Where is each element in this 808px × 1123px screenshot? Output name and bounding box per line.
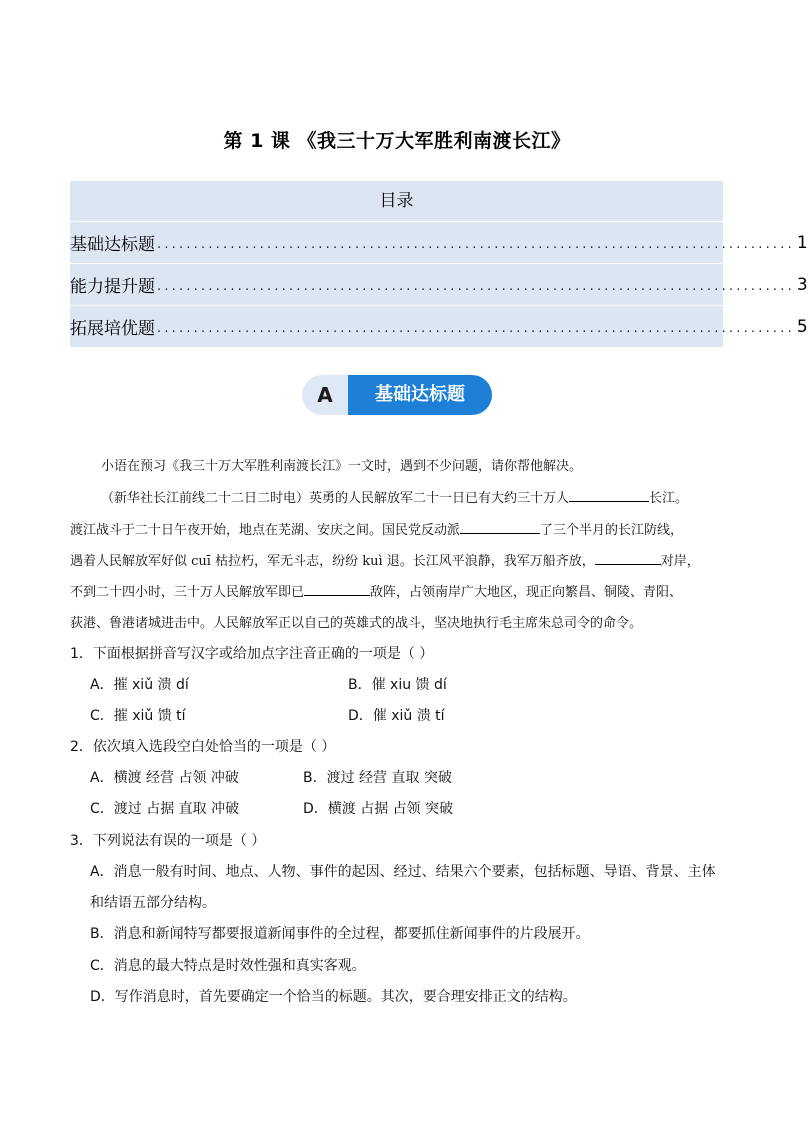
option-b[interactable]: B．渡过 经营 直取 突破 [303, 770, 452, 786]
passage-text: 不到二十四小时，三十万人民解放军即已 [70, 585, 305, 600]
toc-item-label: 拓展培优题 [70, 319, 155, 339]
passage-text: 长江。 [649, 491, 689, 506]
question-stem: 3．下列说法有误的一项是（ ） [70, 833, 266, 849]
table-of-contents [70, 181, 808, 347]
option-c[interactable]: C．摧 xiǔ 馈 tí [90, 708, 186, 724]
option-a[interactable]: A．摧 xiǔ 溃 dí [90, 677, 189, 693]
passage-line [70, 550, 723, 569]
toc-leader-dots: ....................................................................................... [157, 279, 795, 294]
section-badge [302, 375, 492, 415]
passage-line: 荻港、鲁港诸城进击中。人民解放军正以自己的英雄式的战斗，坚决地执行毛主席朱总司令的命令。 [70, 616, 643, 631]
toc-item-page: 1 [796, 232, 808, 253]
page-title: 第 1 课 《我三十万大军胜利南渡长江》 [223, 130, 571, 152]
blank [304, 583, 370, 596]
toc-item-page: 5 [796, 316, 808, 337]
passage-line [101, 487, 754, 506]
option-b[interactable]: B．消息和新闻特写都要报道新闻事件的全过程，都要抓住新闻事件的片段展开。 [90, 926, 590, 942]
section-letter: A [302, 375, 348, 415]
option-a[interactable]: A．消息一般有时间、地点、人物、事件的起因、经过、结果六个要素，包括标题、导语、背景、主体 [90, 864, 716, 880]
toc-leader-dots: ....................................................................................... [157, 237, 795, 252]
toc-item-label: 能力提升题 [70, 277, 155, 297]
option-d[interactable]: D．横渡 占据 占领 突破 [303, 801, 454, 817]
passage-text: 敌阵，占领南岸广大地区，现正向繁昌、铜陵、青阳、 [370, 585, 683, 600]
section-label: 基础达标题 [348, 375, 492, 415]
option-d[interactable]: D．催 xiǔ 溃 tí [348, 708, 445, 724]
passage-intro: 小语在预习《我三十万大军胜利南渡长江》一文时，遇到不少问题，请你帮他解决。 [101, 459, 583, 474]
passage-line [70, 519, 723, 538]
question-stem: 1．下面根据拼音写汉字或给加点字注音正确的一项是（ ） [70, 646, 434, 662]
blank [569, 489, 649, 502]
toc-leader-dots: ....................................................................................... [157, 321, 795, 336]
toc-item[interactable] [70, 264, 808, 305]
blank [595, 552, 661, 565]
blank [460, 521, 540, 534]
toc-item[interactable] [70, 222, 808, 263]
passage-line [70, 581, 723, 600]
passage-text: 对岸， [660, 554, 700, 569]
toc-item-page: 3 [796, 274, 808, 295]
toc-heading: 目录 [70, 181, 723, 221]
passage-text: 遇着人民解放军好似 cuī 枯拉朽，军无斗志，纷纷 kuì 退。长江风平浪静，我军万船齐放， [70, 554, 595, 569]
passage-text: 了三个半月的长江防线， [540, 523, 684, 538]
toc-item-label: 基础达标题 [70, 235, 155, 255]
toc-item[interactable] [70, 306, 808, 347]
option-b[interactable]: B．催 xiu 馈 dí [348, 677, 447, 693]
passage-text: （新华社长江前线二十二日二时电）英勇的人民解放军二十一日已有大约三十万人 [101, 491, 570, 506]
option-a-continued: 和结语五部分结构。 [90, 895, 216, 911]
option-c[interactable]: C．渡过 占据 直取 冲破 [90, 801, 240, 817]
option-a[interactable]: A．横渡 经营 占领 冲破 [90, 770, 239, 786]
passage-text: 渡江战斗于二十日午夜开始，地点在芜湖、安庆之间。国民党反动派 [70, 523, 461, 538]
option-c[interactable]: C．消息的最大特点是时效性强和真实客观。 [90, 958, 366, 974]
question-stem: 2．依次填入选段空白处恰当的一项是（ ） [70, 739, 336, 755]
option-d[interactable]: D．写作消息时，首先要确定一个恰当的标题。其次，要合理安排正文的结构。 [90, 989, 577, 1005]
